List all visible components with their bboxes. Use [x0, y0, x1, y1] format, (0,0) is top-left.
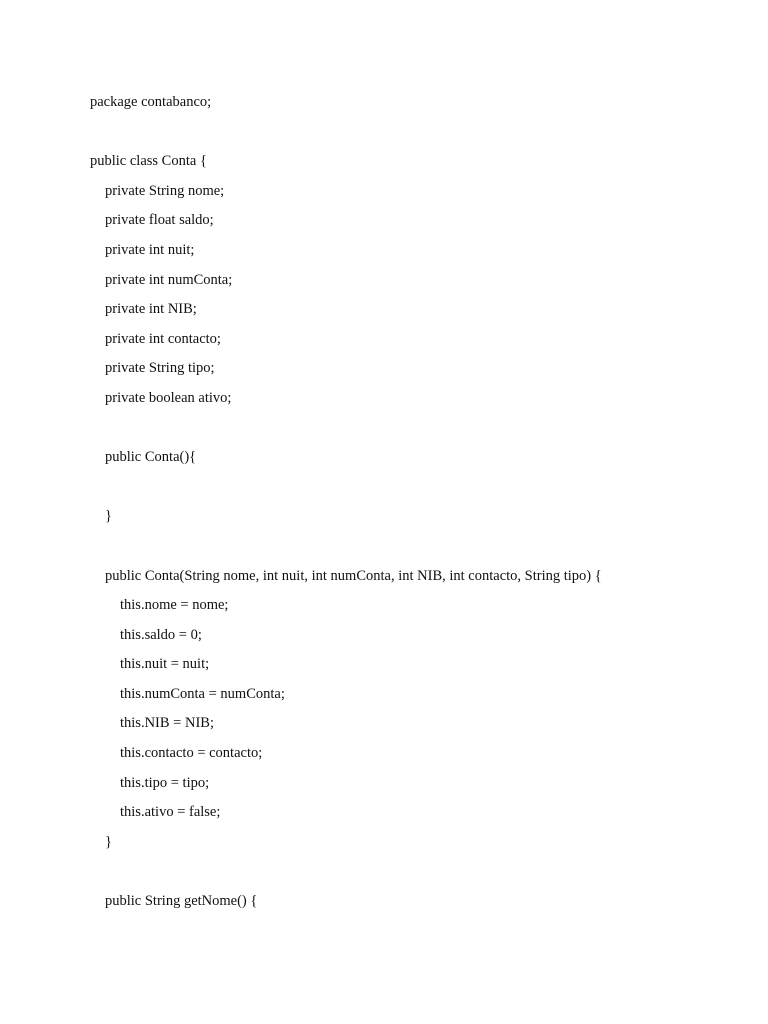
code-line: public Conta(){: [105, 449, 197, 466]
code-line: this.nome = nome;: [120, 597, 229, 614]
blank-line: [90, 121, 602, 151]
blank-line: [90, 860, 602, 890]
code-line: private String tipo;: [105, 360, 215, 377]
code-line: private String nome;: [105, 182, 225, 199]
code-line: public String getNome() {: [105, 893, 258, 910]
blank-line: [90, 476, 602, 506]
code-line: this.numConta = numConta;: [120, 685, 285, 702]
code-line: this.tipo = tipo;: [120, 774, 210, 791]
code-line: private int numConta;: [105, 271, 233, 288]
code-line: private int nuit;: [105, 241, 195, 258]
blank-line: [90, 417, 602, 447]
code-line: private float saldo;: [105, 212, 214, 229]
code-line: private int NIB;: [105, 301, 197, 318]
code-line: private boolean ativo;: [105, 389, 232, 406]
code-line: this.NIB = NIB;: [120, 715, 214, 732]
code-line: this.ativo = false;: [120, 804, 221, 821]
code-line: private int contacto;: [105, 330, 221, 347]
code-line: this.nuit = nuit;: [120, 656, 210, 673]
code-line: public Conta(String nome, int nuit, int numConta, int NIB, int contacto, String tipo) {: [105, 567, 602, 584]
code-line: }: [105, 508, 112, 525]
code-line: this.saldo = 0;: [120, 626, 202, 643]
blank-line: [90, 535, 602, 565]
code-listing: [90, 91, 602, 920]
code-line: }: [105, 833, 112, 850]
code-line: public class Conta {: [90, 153, 207, 170]
code-line: this.contacto = contacto;: [120, 745, 263, 762]
code-line: package contabanco;: [90, 94, 212, 110]
